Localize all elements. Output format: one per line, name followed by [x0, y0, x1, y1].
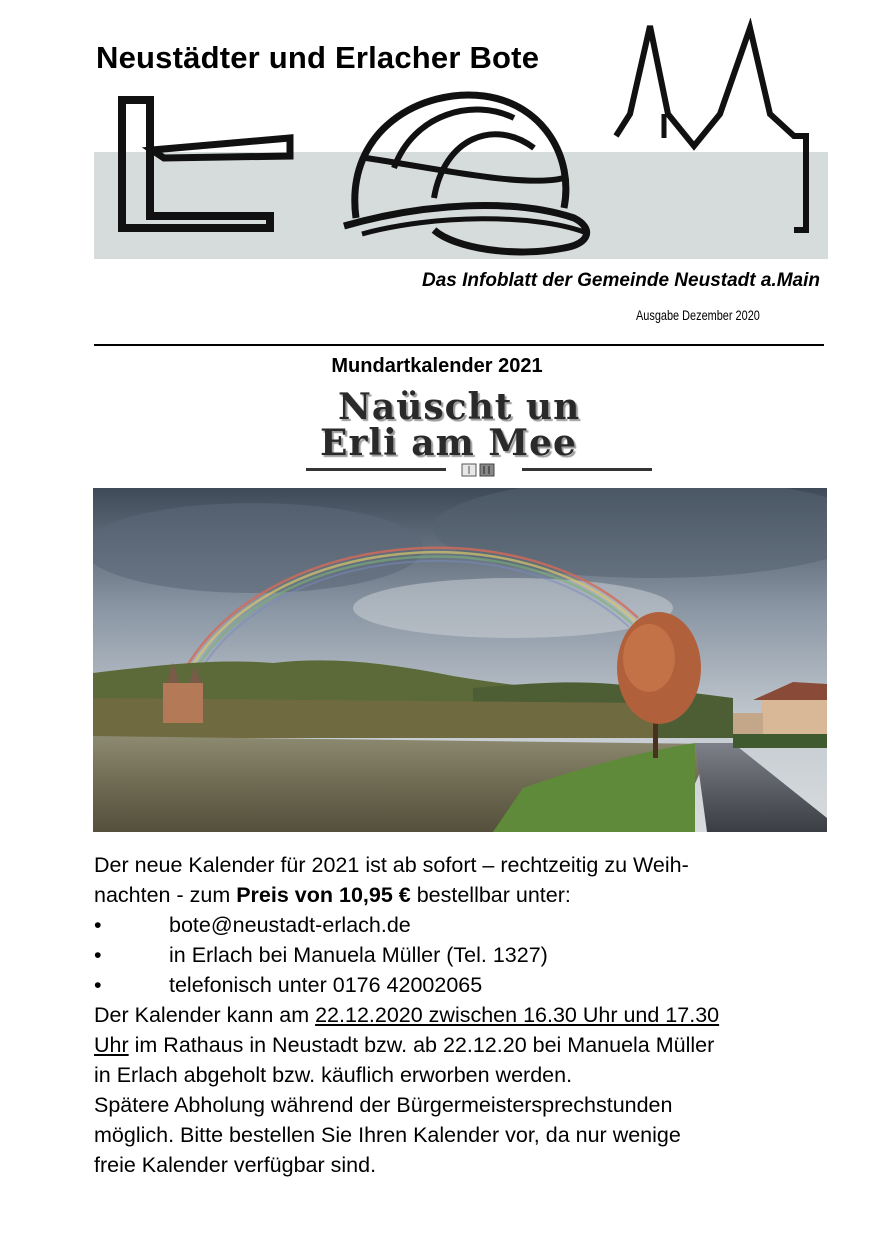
pickup-line2: Uhr im Rathaus in Neustadt bzw. ab 22.12.20 bei Manuela Müller	[94, 1033, 715, 1057]
coat-of-arms-icon	[460, 462, 498, 478]
header-divider	[94, 344, 824, 346]
pickup-date-time: 22.12.2020 zwischen 16.30 Uhr und 17.30	[315, 1003, 720, 1027]
price-highlight: Preis von 10,95 €	[236, 883, 411, 907]
pickup-date-time-end: Uhr	[94, 1033, 129, 1057]
pickup-line3: in Erlach abgeholt bzw. käuflich erworben werden.	[94, 1063, 573, 1087]
calendar-heading: Mundartkalender 2021	[331, 355, 543, 377]
rainbow-landscape-photo	[93, 488, 827, 832]
calendar-logo	[304, 384, 656, 484]
order-email[interactable]: bote@neustadt-erlach.de	[169, 913, 411, 937]
pickup-line1: Der Kalender kann am 22.12.2020 zwischen 16.30 Uhr und 17.30	[94, 1003, 720, 1027]
order-option-email	[94, 910, 834, 940]
logo-rule-left	[306, 468, 446, 471]
intro-line1: Der neue Kalender für 2021 ist ab sofort – rechtzeitig zu Weih-	[94, 853, 689, 877]
order-option-phone	[94, 970, 834, 1000]
order-erlach: in Erlach bei Manuela Müller (Tel. 1327)	[169, 943, 548, 967]
intro-line2: nachten - zum Preis von 10,95 € bestellbar unter:	[94, 883, 571, 907]
later-line1: Spätere Abholung während der Bürgermeistersprechstunden	[94, 1093, 673, 1117]
bullet-icon: •	[94, 973, 102, 997]
newsletter-subtitle: Das Infoblatt der Gemeinde Neustadt a.Main	[421, 270, 820, 291]
bullet-icon: •	[94, 943, 102, 967]
issue-label: Ausgabe Dezember 2020	[636, 307, 760, 323]
calendar-logo-line1: Naüscht un	[338, 386, 581, 428]
masthead	[94, 18, 828, 260]
calendar-logo-line2: Erli am Mee	[320, 422, 577, 464]
later-line3: freie Kalender verfügbar sind.	[94, 1153, 377, 1177]
order-phone: telefonisch unter 0176 42002065	[169, 973, 483, 997]
logo-rule-right	[522, 468, 652, 471]
newsletter-title: Neustädter und Erlacher Bote	[96, 40, 540, 75]
later-line2: möglich. Bitte bestellen Sie Ihren Kalender vor, da nur wenige	[94, 1123, 681, 1147]
bullet-icon: •	[94, 913, 102, 937]
order-option-erlach	[94, 940, 834, 970]
article-body	[94, 850, 834, 1180]
